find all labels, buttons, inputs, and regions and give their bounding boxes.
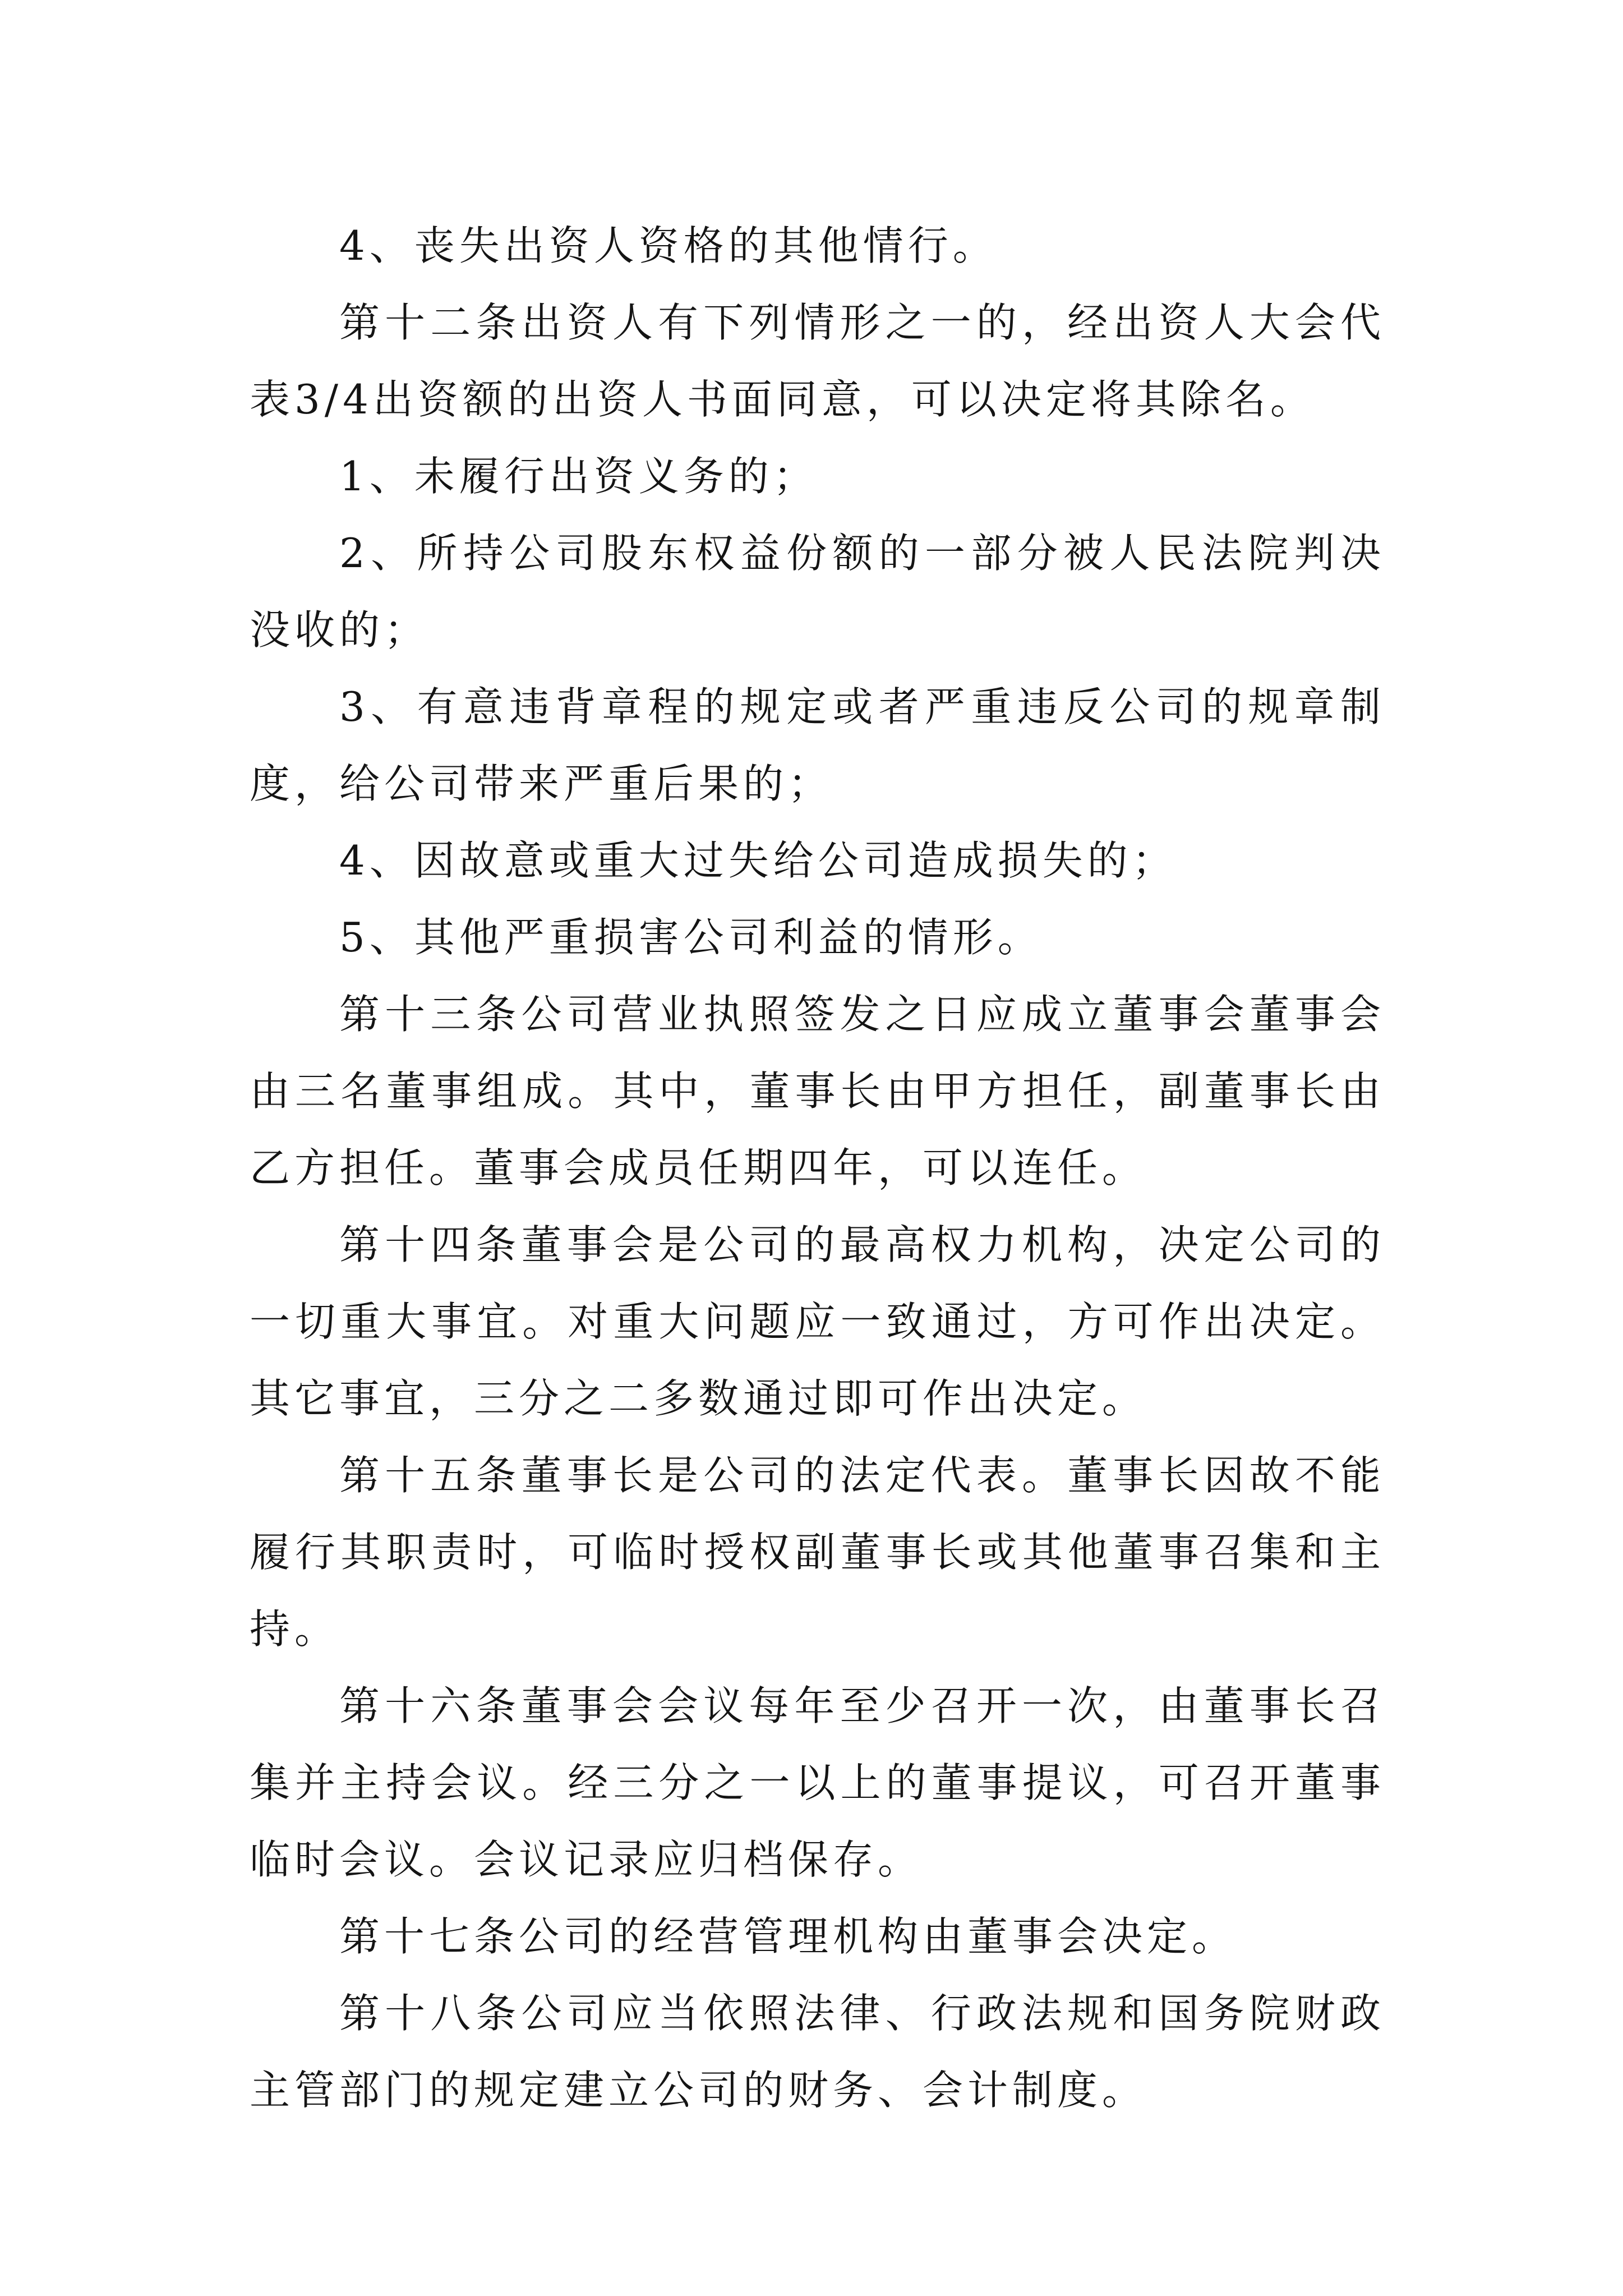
article-12-item-4: 4、因故意或重大过失给公司造成损失的； — [339, 837, 1177, 884]
article-18: 第十八条公司应当依照法律、行政法规和国务院财政主管部门的规定建立公司的财务、会计制度。 — [250, 1990, 1385, 2114]
paragraph-item-4: 4、丧失出资人资格的其他情行。 — [339, 222, 998, 269]
article-12-item-1: 1、未履行出资义务的； — [339, 453, 818, 500]
article-12-item-3: 3、有意违背章程的规定或者严重违反公司的规章制度，给公司带来严重后果的； — [250, 683, 1385, 807]
article-17: 第十七条公司的经营管理机构由董事会决定。 — [339, 1913, 1237, 1960]
article-12-item-5: 5、其他严重损害公司利益的情形。 — [339, 914, 1043, 961]
article-12-item-2: 2、所持公司股东权益份额的一部分被人民法院判决没收的； — [250, 530, 1385, 654]
document-body — [250, 208, 1385, 2129]
article-15: 第十五条董事长是公司的法定代表。董事长因故不能履行其职责时，可临时授权副董事长或其他董事召集和主持。 — [250, 1452, 1385, 1653]
article-14: 第十四条董事会是公司的最高权力机构，决定公司的一切重大事宜。对重大问题应一致通过，方可作出决定。其它事宜，三分之二多数通过即可作出决定。 — [250, 1221, 1385, 1422]
article-16: 第十六条董事会会议每年至少召开一次，由董事长召集并主持会议。经三分之一以上的董事提议，可召开董事临时会议。会议记录应归档保存。 — [250, 1682, 1385, 1883]
article-13: 第十三条公司营业执照签发之日应成立董事会董事会由三名董事组成。其中，董事长由甲方担任，副董事长由乙方担任。董事会成员任期四年，可以连任。 — [250, 991, 1385, 1191]
article-12: 第十二条出资人有下列情形之一的，经出资人大会代表3/4出资额的出资人书面同意，可以决定将其除名。 — [250, 299, 1385, 423]
